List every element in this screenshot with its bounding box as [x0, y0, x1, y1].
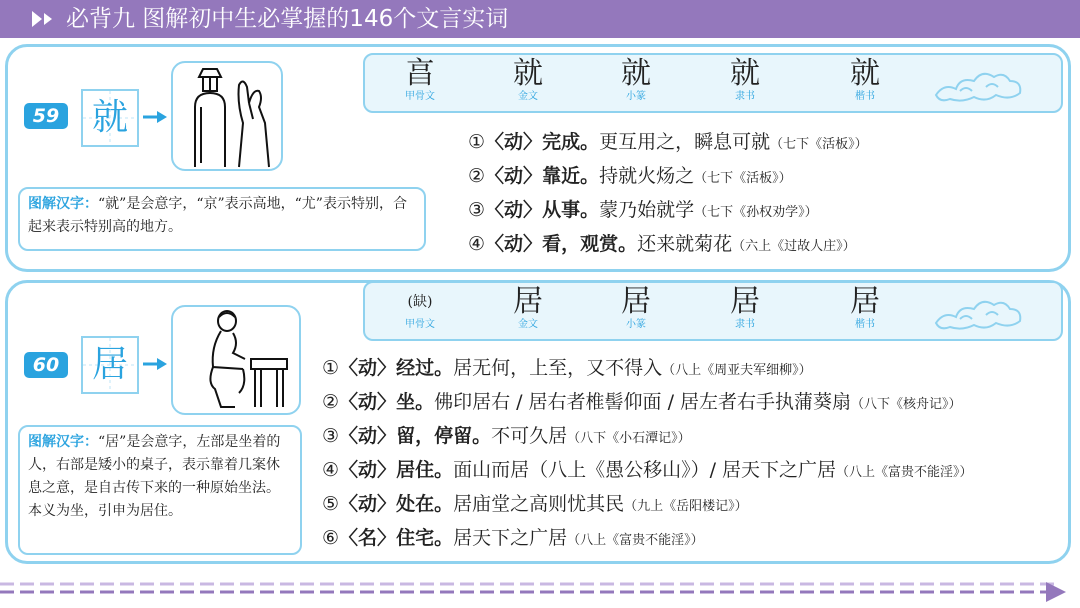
meaning-index: ③	[468, 199, 486, 221]
entry-panel-60	[5, 280, 1071, 564]
source-reference: （七下《孙权劝学》）	[694, 205, 818, 220]
example-sentence: 不可久居	[491, 425, 568, 447]
glyph-oracle-bone	[385, 57, 455, 103]
part-of-speech: 〈动〉	[485, 131, 543, 153]
glyph-label: 隶书	[735, 319, 755, 330]
header-bar	[0, 0, 1080, 38]
glyph-clerical	[710, 285, 780, 331]
meaning-index: ②	[322, 391, 340, 413]
glyph-text: 就	[621, 56, 651, 91]
note-text: “就”是会意字，“京”表示高地，“尤”表示特别，合起来表示特别高的地方。	[28, 196, 407, 235]
meaning-line	[322, 457, 973, 486]
glyph-label: 小篆	[626, 319, 646, 330]
definition: 坐。	[396, 391, 435, 413]
glyph-evolution-bar	[363, 53, 1063, 113]
example-sentence: 面山而居（八上《愚公移山》）/ 居天下之广居	[453, 459, 837, 481]
note-label: 图解汉字：	[28, 196, 98, 212]
glyph-text: 就	[730, 56, 760, 91]
glyph-bronze	[493, 57, 563, 103]
meaning-index: ④	[468, 233, 486, 255]
glyph-label: 小篆	[626, 91, 646, 102]
meaning-index: ①	[322, 357, 340, 379]
glyph-label: 金文	[518, 319, 538, 330]
glyph-regular	[830, 285, 900, 331]
headword-character: 居	[91, 344, 128, 385]
headword-box	[81, 336, 139, 394]
example-sentence: 持就火炀之	[599, 165, 695, 187]
glyph-text: 就	[513, 56, 543, 91]
meaning-line	[468, 197, 818, 226]
glyph-label: 金文	[518, 91, 538, 102]
source-reference: （八上《富贵不能淫》）	[567, 533, 704, 548]
source-reference: （八下《小石潭记》）	[567, 431, 691, 446]
glyph-text: 居	[513, 284, 543, 319]
glyph-bronze	[493, 285, 563, 331]
cloud-icon	[930, 289, 1030, 333]
example-sentence: 更互用之，瞬息可就	[599, 131, 771, 153]
part-of-speech: 〈动〉	[485, 233, 543, 255]
meaning-line	[322, 355, 812, 384]
meaning-line	[468, 163, 792, 192]
glyph-text: 居	[850, 284, 880, 319]
example-sentence: 居天下之广居	[453, 527, 568, 549]
meaning-index: ⑥	[322, 527, 340, 549]
source-reference: （七下《活板》）	[770, 137, 868, 152]
note-text: “居”是会意字，左部是坐着的人，右部是矮小的桌子，表示靠着几案休息之意，是自古传下来的一种原始坐法。本义为坐，引申为居住。	[28, 434, 281, 519]
illustration-frame	[171, 61, 283, 171]
definition: 完成。	[542, 131, 600, 153]
glyph-regular	[830, 57, 900, 103]
glyph-label: 楷书	[855, 319, 875, 330]
glyph-text: 亯	[405, 56, 435, 91]
headword-box	[81, 89, 139, 147]
arrow-right-icon	[143, 110, 167, 124]
example-sentence: 佛印居右 / 居右者椎髻仰面 / 居左者右手执蒲葵扇	[434, 391, 852, 413]
definition: 看，观赏。	[542, 233, 638, 255]
meaning-index: ①	[468, 131, 486, 153]
character-explanation-note	[18, 425, 302, 555]
part-of-speech: 〈动〉	[339, 459, 397, 481]
definition: 从事。	[542, 199, 600, 221]
meaning-line	[322, 491, 748, 520]
part-of-speech: 〈动〉	[339, 493, 397, 515]
part-of-speech: 〈动〉	[339, 425, 397, 447]
example-sentence: 还来就菊花	[637, 233, 733, 255]
part-of-speech: 〈动〉	[485, 199, 543, 221]
glyph-small-seal	[601, 57, 671, 103]
source-reference: （九上《岳阳楼记》）	[624, 499, 748, 514]
glyph-text: 居	[730, 284, 760, 319]
source-reference: （八下《核舟记》）	[851, 397, 962, 412]
meaning-line	[322, 423, 691, 452]
part-of-speech: 〈动〉	[339, 391, 397, 413]
example-sentence: 居无何，上至，又不得入	[453, 357, 663, 379]
glyph-clerical	[710, 57, 780, 103]
meaning-line	[468, 231, 856, 260]
arrow-right-icon	[143, 357, 167, 371]
definition: 居住。	[396, 459, 454, 481]
meaning-line	[322, 389, 962, 418]
meaning-index: ③	[322, 425, 340, 447]
source-reference: （八上《周亚夫军细柳》）	[662, 363, 812, 378]
glyph-label: 甲骨文	[405, 91, 435, 102]
glyph-text: 就	[850, 56, 880, 91]
glyph-oracle-bone	[385, 285, 455, 331]
example-sentence: 居庙堂之高则忧其民	[453, 493, 625, 515]
page-title: 必背九 图解初中生必掌握的146个文言实词	[66, 6, 509, 32]
entry-panel-59	[5, 44, 1071, 272]
definition: 处在。	[396, 493, 454, 515]
part-of-speech: 〈动〉	[339, 357, 397, 379]
definition: 靠近。	[542, 165, 600, 187]
source-reference: （八上《富贵不能淫》）	[836, 465, 973, 480]
illustration-frame	[171, 305, 301, 415]
glyph-text: (缺)	[407, 294, 433, 310]
hand-tower-illustration	[173, 63, 281, 169]
character-explanation-note	[18, 187, 426, 251]
meaning-index: ④	[322, 459, 340, 481]
part-of-speech: 〈名〉	[339, 527, 397, 549]
entry-number-badge: 60	[24, 352, 68, 378]
glyph-label: 楷书	[855, 91, 875, 102]
definition: 住宅。	[396, 527, 454, 549]
cloud-icon	[930, 61, 1030, 105]
glyph-small-seal	[601, 285, 671, 331]
entry-number-badge: 59	[24, 103, 68, 129]
source-reference: （六上《过故人庄》）	[732, 239, 856, 254]
meaning-index: ⑤	[322, 493, 340, 515]
glyph-evolution-bar	[363, 281, 1063, 341]
meaning-line	[322, 525, 704, 554]
note-label: 图解汉字：	[28, 434, 98, 450]
meaning-line	[468, 129, 868, 158]
part-of-speech: 〈动〉	[485, 165, 543, 187]
definition: 留，停留。	[396, 425, 492, 447]
play-arrow-icon	[32, 11, 56, 27]
glyph-label: 隶书	[735, 91, 755, 102]
example-sentence: 蒙乃始就学	[599, 199, 695, 221]
definition: 经过。	[396, 357, 454, 379]
glyph-label: 甲骨文	[405, 319, 435, 330]
seated-person-illustration	[173, 307, 299, 413]
dashed-arrow-divider	[0, 578, 1080, 604]
meaning-index: ②	[468, 165, 486, 187]
source-reference: （七下《活板》）	[694, 171, 792, 186]
headword-character: 就	[91, 97, 128, 138]
glyph-text: 居	[621, 284, 651, 319]
